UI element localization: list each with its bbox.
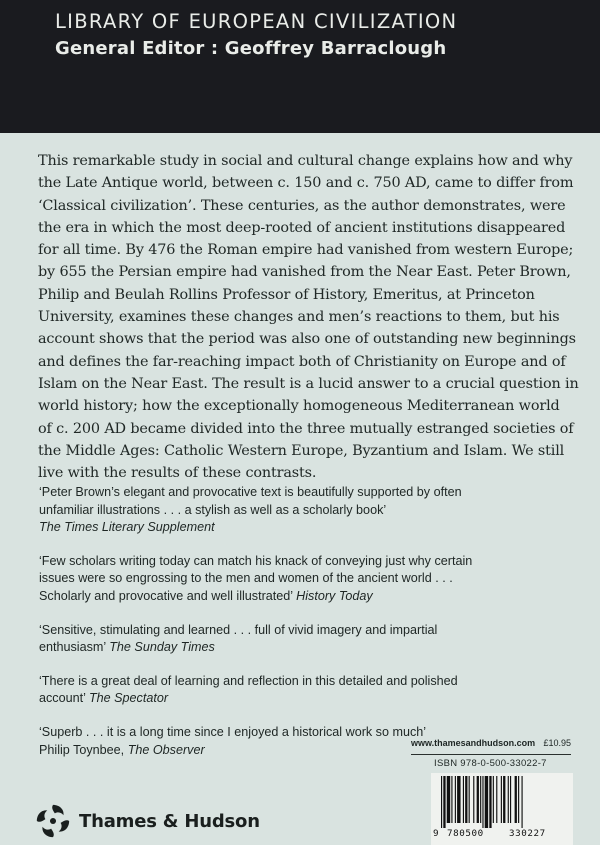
blurb-line: and defines the far-reaching impact both of Christianity on Europe and of — [38, 353, 566, 370]
blurb-line: live with the results of these contrasts. — [38, 465, 317, 482]
quote-line: ‘Sensitive, stimulating and learned . . . full of vivid imagery and impartial — [39, 622, 438, 637]
blurb-line: Islam on the Near East. The result is a lucid answer to a crucial question in — [38, 375, 579, 392]
publisher-logo — [34, 802, 260, 840]
quote-line: enthusiasm’ — [39, 640, 106, 655]
dolphin-logo-icon — [34, 802, 72, 840]
blurb-line: University, examines these changes and men’s reactions to them, but his — [38, 309, 560, 326]
quote-line: Scholarly and provocative and well illustrated’ — [39, 588, 293, 603]
barcode-digit: 9 — [433, 828, 440, 839]
quote-line: ‘There is a great deal of learning and reflection in this detailed and polished — [39, 673, 458, 688]
isbn: ISBN 978-0-500-33022-7 — [434, 758, 547, 769]
publisher-name: Thames & Hudson — [79, 810, 260, 832]
series-header — [0, 0, 600, 133]
blurb — [38, 150, 579, 484]
blurb-line: the Middle Ages: Catholic Western Europe, Byzantium and Islam. We still — [38, 442, 565, 459]
quote-line: unfamiliar illustrations . . . a stylish as well as a scholarly book’ — [39, 502, 387, 517]
blurb-line: ‘Classical civilization’. These centuries, as the author demonstrates, were — [38, 197, 566, 214]
blurb-line: world history; how the exceptionally homogeneous Mediterranean world — [38, 398, 560, 415]
blurb-line: the era in which the most deep-rooted of ancient institutions disappeared — [38, 219, 566, 236]
barcode-digit-group: 780500 — [447, 828, 484, 839]
divider — [411, 754, 571, 755]
quote-source: The Spectator — [88, 691, 169, 706]
review-quote — [39, 673, 569, 708]
blurb-line: Philip and Beulah Rollins Professor of History, Emeritus, at Princeton — [38, 286, 535, 303]
quote-line: Philip Toynbee, — [39, 742, 125, 757]
barcode — [431, 773, 573, 845]
blurb-line: the Late Antique world, between c. 150 and c. 750 AD, came to differ from — [38, 175, 574, 192]
series-title: LIBRARY OF EUROPEAN CIVILIZATION — [55, 10, 458, 33]
blurb-line: account shows that the period was also one of outstanding new beginnings — [38, 331, 576, 348]
quote-line: issues were so engrossing to the men and women of the ancient world . . . — [39, 571, 453, 586]
quote-line: account’ — [39, 691, 86, 706]
blurb-line: by 655 the Persian empire had vanished from the Near East. Peter Brown, — [38, 264, 571, 281]
review-quote — [39, 622, 569, 657]
review-quotes — [39, 484, 569, 775]
price-row — [411, 738, 571, 748]
quote-source: The Times Literary Supplement — [39, 520, 215, 535]
price: £10.95 — [543, 738, 571, 748]
barcode-icon — [435, 776, 569, 828]
quote-line: ‘Few scholars writing today can match his knack of conveying just why certain — [39, 553, 473, 568]
review-quote — [39, 553, 569, 606]
quote-line: ‘Superb . . . it is a long time since I enjoyed a historical work so much’ — [39, 724, 427, 739]
blurb-line: This remarkable study in social and cultural change explains how and why — [38, 153, 573, 169]
blurb-line: of c. 200 AD became divided into the three mutually estranged societies of — [38, 420, 574, 437]
quote-line: ‘Peter Brown’s elegant and provocative text is beautifully supported by often — [39, 485, 462, 499]
quote-source: The Sunday Times — [109, 640, 215, 655]
quote-source: The Observer — [127, 742, 205, 757]
publisher-url[interactable]: www.thamesandhudson.com — [411, 738, 536, 748]
review-quote — [39, 484, 569, 537]
barcode-digit-group: 330227 — [509, 828, 546, 839]
general-editor: General Editor : Geoffrey Barraclough — [55, 38, 447, 59]
quote-source: History Today — [296, 588, 373, 603]
blurb-line: for all time. By 476 the Roman empire had vanished from western Europe; — [38, 242, 574, 259]
